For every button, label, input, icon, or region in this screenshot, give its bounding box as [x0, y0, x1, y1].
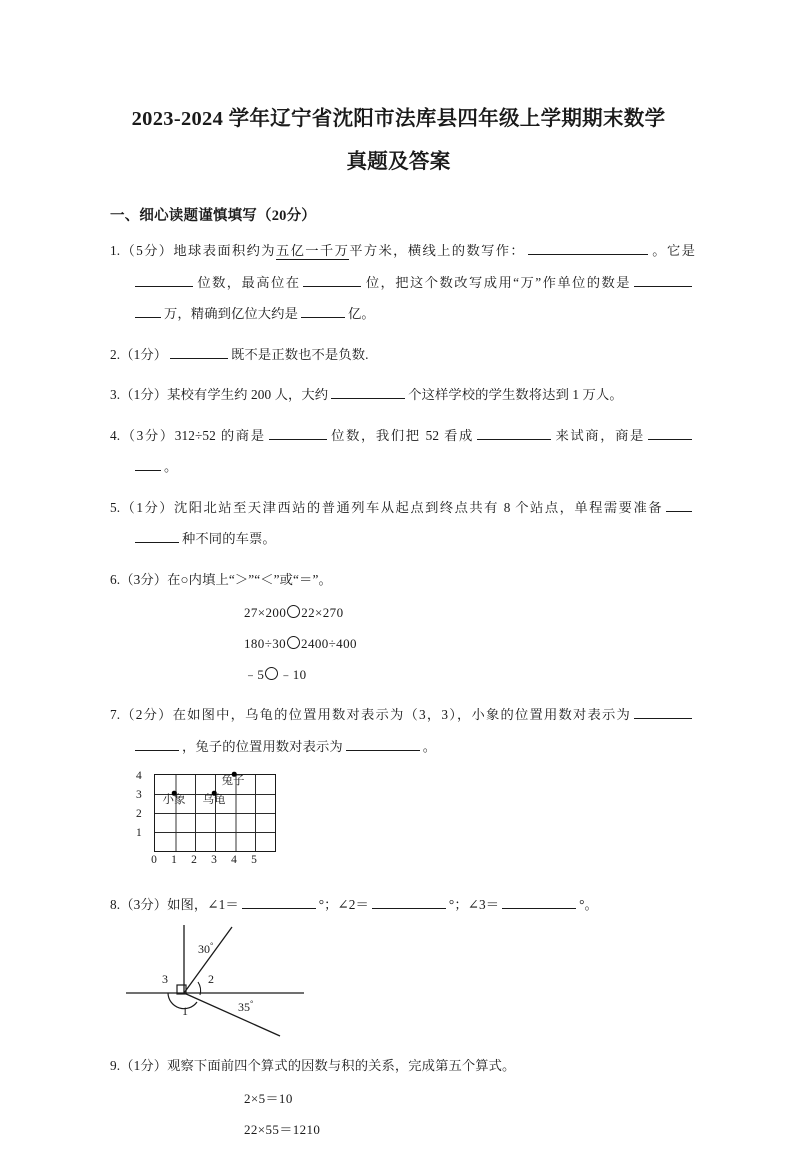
q7-text-1: 在如图中，乌龟的位置用数对表示为（3，3），小象的位置用数对表示为 — [172, 707, 631, 722]
point-label-elephant: 小象 — [162, 794, 186, 806]
question-5 — [0, 492, 793, 555]
question-6 — [0, 564, 793, 691]
q9-number: 9. — [110, 1057, 121, 1073]
q5-blank-2[interactable] — [135, 528, 179, 543]
question-7 — [0, 699, 793, 762]
q2-number: 2. — [110, 346, 121, 362]
angle-2-label: 2 — [208, 971, 214, 986]
section-header: 一、细心读题谨慎填写（20分） — [110, 208, 316, 224]
q5-number: 5. — [110, 499, 121, 515]
question-1 — [0, 235, 793, 330]
q5-text-2: 种不同的车票。 — [182, 531, 276, 546]
angle-35-label: 35° — [238, 997, 254, 1014]
title-line-1: 2023-2024 学年辽宁省沈阳市法库县四年级上学期期末数学 — [131, 108, 666, 130]
q7-blank-1[interactable] — [634, 704, 692, 719]
q4-text-2: 位数，我们把 52 看成 — [329, 427, 474, 443]
q8-text-3: °；∠3＝ — [448, 897, 500, 912]
q2-score: （1分） — [120, 346, 168, 362]
q5-text-1: 沈阳北站至天津西站的普通列车从起点到终点共有 8 个站点，单程需要准备 — [174, 499, 663, 515]
q1-text-3: 。它是 — [651, 243, 695, 258]
q4-text-3: 来试商，商是 — [553, 427, 645, 443]
q8-score: （3分） — [120, 897, 168, 912]
q8-number: 8. — [110, 897, 121, 912]
q7-text-3: 。 — [422, 738, 437, 754]
q4-score: （3分） — [120, 427, 175, 443]
q7-blank-3[interactable] — [346, 736, 420, 751]
q7-text-2: ，兔子的位置用数对表示为 — [182, 738, 343, 754]
grid-x-label-4: 4 — [231, 854, 237, 866]
q8-text-2: °；∠2＝ — [318, 897, 369, 912]
q7-blank-2[interactable] — [135, 736, 179, 751]
title-line-2: 真题及答案 — [346, 151, 451, 173]
q9-expression-1: 2×5＝10 — [244, 1091, 293, 1106]
question-2 — [0, 339, 793, 371]
q6-expression-2 — [110, 628, 695, 659]
q4-blank-3[interactable] — [648, 425, 692, 440]
q6-expr2-left: 180÷30 — [244, 636, 287, 651]
q1-blank-3[interactable] — [303, 272, 361, 287]
q6-expr1-right: 22×270 — [301, 605, 344, 620]
grid-y-label-4: 4 — [136, 770, 142, 782]
circle-operator-icon[interactable] — [287, 605, 300, 618]
circle-operator-icon[interactable] — [265, 667, 278, 680]
point-label-rabbit: 兔子 — [221, 775, 245, 787]
q3-blank-1[interactable] — [331, 384, 405, 399]
q1-blank-6[interactable] — [301, 303, 345, 318]
q6-expr2-right: 2400÷400 — [301, 636, 357, 651]
question-8 — [0, 889, 793, 921]
angle-diagram-svg — [122, 923, 322, 1039]
q1-text-7: 亿。 — [347, 306, 375, 321]
q1-text-1: 地球表面积约为 — [173, 243, 276, 258]
grid-box — [128, 768, 280, 876]
q1-blank-5[interactable] — [135, 303, 161, 318]
q6-expression-3 — [110, 659, 695, 690]
grid-y-label-3: 3 — [136, 789, 142, 801]
page-title — [0, 0, 793, 184]
q7-number: 7. — [110, 707, 121, 722]
angle-figure — [0, 923, 793, 1041]
q8-blank-3[interactable] — [502, 894, 576, 909]
angle-box — [122, 923, 322, 1039]
q1-text-6: 万，精确到亿位大约是 — [164, 306, 298, 321]
q1-underlined-number: 五亿一千万 — [275, 243, 350, 258]
q9-expression-2: 22×55＝1210 — [244, 1122, 321, 1137]
q6-expression-list — [110, 597, 695, 690]
q6-expr3-right: ﹣10 — [279, 667, 307, 682]
q9-text-1: 观察下面前四个算式的因数与积的关系，完成第五个算式。 — [167, 1057, 516, 1073]
q5-score: （1分） — [120, 499, 174, 515]
question-list-continued — [0, 889, 793, 921]
q9-expression-list — [110, 1083, 695, 1145]
coordinate-grid-figure — [0, 768, 793, 880]
question-4 — [0, 420, 793, 483]
q9-score: （1分） — [120, 1057, 168, 1073]
q1-text-4: 位数，最高位在 — [196, 274, 301, 290]
question-list-end — [0, 1050, 793, 1146]
q1-blank-1[interactable] — [528, 240, 648, 255]
q8-text-4: °。 — [579, 897, 598, 912]
q6-expr1-left: 27×200 — [244, 605, 287, 620]
grid-x-label-0: 0 — [151, 854, 157, 866]
circle-operator-icon[interactable] — [287, 636, 300, 649]
q3-score: （1分） — [120, 387, 168, 402]
q6-expression-1 — [110, 597, 695, 628]
q2-text-1: 既不是正数也不是负数. — [231, 346, 369, 362]
q6-expr3-left: ﹣5 — [244, 667, 265, 682]
q4-number: 4. — [110, 427, 121, 443]
q7-score: （2分） — [120, 707, 173, 722]
point-label-turtle: 乌龟 — [202, 794, 226, 806]
q8-blank-1[interactable] — [242, 894, 316, 909]
angle-1-label: 1 — [182, 1003, 188, 1018]
q1-number: 1. — [110, 243, 121, 258]
grid-x-label-5: 5 — [251, 854, 257, 866]
grid-x-label-3: 3 — [211, 854, 217, 866]
q2-blank-1[interactable] — [170, 344, 228, 359]
angle-3-label: 3 — [162, 971, 168, 986]
grid-x-label-1: 1 — [171, 854, 177, 866]
q1-score: （5分） — [120, 243, 174, 258]
q8-text-1: 如图，∠1＝ — [167, 897, 239, 912]
angle-30-label: 30° — [198, 939, 214, 956]
grid-y-label-2: 2 — [136, 808, 142, 820]
q6-text-1: 在○内填上“＞”“＜”或“＝”。 — [167, 571, 332, 587]
q3-number: 3. — [110, 387, 121, 402]
q4-blank-1[interactable] — [269, 425, 327, 440]
q4-blank-4[interactable] — [135, 456, 161, 471]
grid-x-label-2: 2 — [191, 854, 197, 866]
grid-line-horizontal-2 — [155, 813, 275, 814]
question-list — [0, 235, 793, 762]
q1-blank-4[interactable] — [634, 272, 692, 287]
ray-lower-right — [184, 993, 280, 1036]
q3-text-2: 个这样学校的学生数将达到 1 万人。 — [408, 387, 623, 402]
question-3 — [0, 379, 793, 411]
q4-blank-2[interactable] — [477, 425, 551, 440]
grid-area — [154, 774, 276, 852]
q3-text-1: 某校有学生约 200 人，大约 — [167, 387, 329, 402]
q1-blank-2[interactable] — [135, 272, 193, 287]
question-9 — [0, 1050, 793, 1146]
grid-line-horizontal-3 — [155, 832, 275, 833]
q5-blank-1[interactable] — [666, 497, 692, 512]
q4-text-4: 。 — [164, 459, 178, 474]
q1-text-2: 平方米，横线上的数写作： — [349, 243, 526, 258]
grid-y-label-1: 1 — [136, 827, 142, 839]
page-bottom-spacer — [0, 1145, 793, 1159]
q6-number: 6. — [110, 571, 121, 587]
q4-text-1: 312÷52 的商是 — [174, 427, 266, 443]
q6-score: （3分） — [120, 571, 168, 587]
q1-text-5: 位，把这个数改写成用“万”作单位的数是 — [364, 274, 631, 290]
q8-blank-2[interactable] — [372, 894, 446, 909]
